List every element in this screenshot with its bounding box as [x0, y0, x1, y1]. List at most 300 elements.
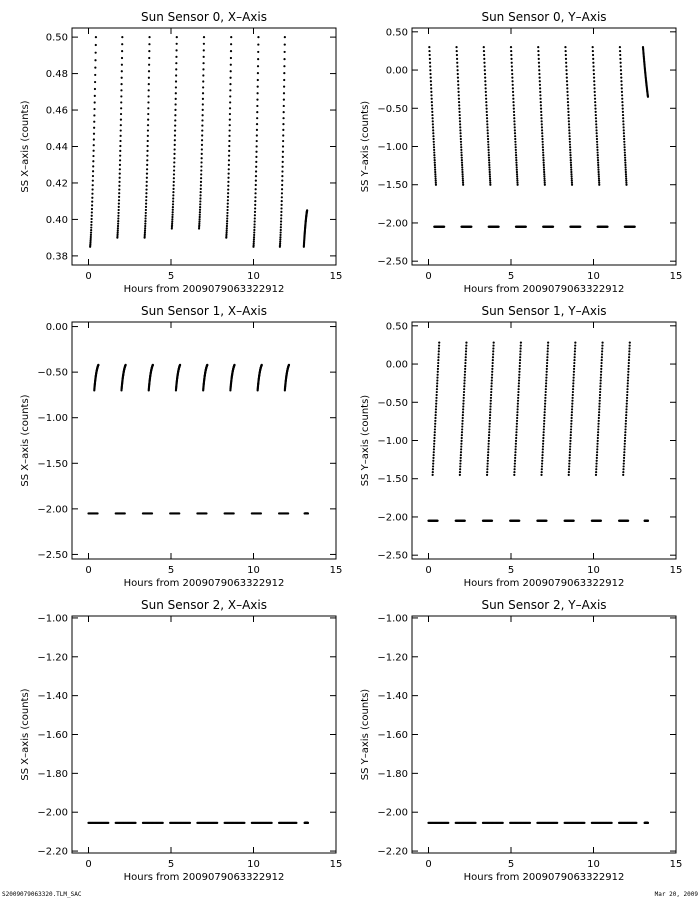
data-point-spike	[90, 236, 92, 238]
data-point-rise	[520, 344, 522, 346]
data-point-spike	[257, 36, 259, 38]
data-point-rise	[514, 462, 516, 464]
data-point-drop	[568, 120, 570, 122]
data-point-rise	[600, 365, 602, 367]
data-point-rise	[599, 391, 601, 393]
data-point-rise	[490, 400, 492, 402]
data-point-drop	[512, 94, 514, 96]
data-point-drop	[511, 80, 513, 82]
data-point-rise	[624, 431, 626, 433]
data-point-spike	[119, 155, 121, 157]
data-point-drop	[593, 80, 595, 82]
data-point-spike	[255, 175, 257, 177]
data-point-rise	[626, 405, 628, 407]
data-point-spike	[282, 161, 284, 163]
data-point-spike	[284, 43, 286, 45]
data-point-drop	[538, 73, 540, 75]
data-point-rise	[568, 471, 570, 473]
data-point-rise	[600, 376, 602, 378]
data-point-drop	[460, 149, 462, 151]
data-point-spike	[145, 188, 147, 190]
data-point-drop	[567, 101, 569, 103]
data-point-drop	[513, 123, 515, 125]
data-point-spike	[281, 184, 283, 186]
data-point-spike	[254, 211, 256, 213]
data-point-rise	[459, 460, 461, 462]
data-point-drop	[567, 98, 569, 100]
data-point-rise	[492, 347, 494, 349]
data-point-spike	[175, 92, 177, 94]
data-point-spike	[257, 72, 259, 74]
data-point-spike	[117, 212, 119, 214]
data-point-drop	[620, 69, 622, 71]
data-point-drop	[592, 62, 594, 64]
data-point-spike	[226, 215, 228, 217]
data-point-rise	[623, 457, 625, 459]
data-point-spike	[226, 223, 228, 225]
data-point-rise	[519, 356, 521, 358]
data-point-rise	[437, 365, 439, 367]
data-point-spike	[257, 65, 259, 67]
data-point-flat	[189, 822, 191, 824]
y-tick-label: 0.46	[45, 105, 68, 117]
data-point-drop	[597, 164, 599, 166]
data-point-spike	[230, 57, 232, 59]
data-point-rise	[573, 376, 575, 378]
data-point-rise	[491, 379, 493, 381]
data-point-drop	[597, 162, 599, 164]
data-point-rise	[436, 379, 438, 381]
data-point-spike	[256, 123, 258, 125]
data-point-drop	[565, 58, 567, 60]
data-point-spike	[280, 207, 282, 209]
data-point-spike	[201, 144, 203, 146]
data-point-spike	[279, 236, 281, 238]
data-point-spike	[200, 184, 202, 186]
data-point-drop	[596, 143, 598, 145]
data-point-spike	[200, 173, 202, 175]
data-point-spike	[172, 203, 174, 205]
data-point-drop	[432, 120, 434, 122]
data-point-flat	[600, 520, 602, 522]
data-point-drop	[622, 114, 624, 116]
data-point-drop	[485, 104, 487, 106]
data-point-rise	[569, 440, 571, 442]
data-point-rise	[542, 434, 544, 436]
data-point-spike	[256, 92, 258, 94]
data-point-spike	[201, 153, 203, 155]
data-point-drop	[489, 175, 491, 177]
data-point-spike	[174, 139, 176, 141]
data-point-spike	[144, 220, 146, 222]
y-axis-label: SS X–axis (counts)	[20, 688, 31, 781]
data-point-rise	[543, 417, 545, 419]
x-tick-label: 10	[247, 859, 260, 870]
data-point-spike	[145, 203, 147, 205]
data-point-drop	[461, 166, 463, 168]
data-point-rise	[629, 342, 631, 344]
data-point-spike	[282, 134, 284, 136]
data-point-rise	[436, 382, 438, 384]
data-point-drop	[486, 123, 488, 125]
data-point-rise	[516, 417, 518, 419]
y-tick-label: −1.60	[377, 730, 408, 741]
data-point-drop	[459, 132, 461, 134]
data-point-rise	[544, 394, 546, 396]
data-point-rise	[597, 434, 599, 436]
data-point-spike	[254, 192, 256, 194]
data-point-spike	[203, 36, 205, 38]
data-point-flat	[307, 512, 309, 514]
data-point-drop	[568, 129, 570, 131]
data-point-spike	[148, 64, 150, 66]
data-point-rise	[462, 411, 464, 413]
data-point-rise	[515, 437, 517, 439]
data-point-drop	[567, 114, 569, 116]
data-point-spike	[200, 177, 202, 179]
data-point-spike	[227, 196, 229, 198]
data-point-spike	[175, 74, 177, 76]
data-point-rise	[491, 376, 493, 378]
data-point-rise	[436, 391, 438, 393]
data-point-rise	[437, 362, 439, 364]
data-point-rise	[571, 414, 573, 416]
data-point-rise	[600, 374, 602, 376]
data-point-drop	[623, 138, 625, 140]
data-point-drop	[460, 143, 462, 145]
data-point-rise	[491, 365, 493, 367]
data-point-spike	[202, 92, 204, 94]
data-point-drop	[455, 46, 457, 48]
data-point-spike	[227, 177, 229, 179]
data-point-rise	[568, 465, 570, 467]
data-point-spike	[199, 197, 201, 199]
data-point-rise	[459, 474, 461, 476]
data-point-spike	[202, 98, 204, 100]
data-point-drop	[514, 141, 516, 143]
data-point-spike	[118, 199, 120, 201]
data-point-flat	[443, 226, 445, 228]
data-point-spike	[253, 236, 255, 238]
data-point-spike	[118, 181, 120, 183]
data-point-rise	[517, 408, 519, 410]
data-point-rise	[487, 457, 489, 459]
data-point-drop	[462, 177, 464, 179]
data-point-rise	[462, 405, 464, 407]
data-point-drop	[430, 84, 432, 86]
data-point-rise	[464, 371, 466, 373]
data-point-drop	[570, 169, 572, 171]
data-point-spike	[174, 129, 176, 131]
data-point-spike	[93, 138, 95, 140]
data-point-rise	[514, 457, 516, 459]
data-point-drop	[624, 164, 626, 166]
data-point-spike	[173, 184, 175, 186]
data-point-flat	[529, 822, 531, 824]
data-point-drop	[622, 108, 624, 110]
data-point-flat	[635, 822, 637, 824]
data-point-spike	[226, 227, 228, 229]
data-point-drop	[515, 159, 517, 161]
data-point-spike	[256, 105, 258, 107]
data-point-drop	[483, 50, 485, 52]
data-point-rise	[573, 371, 575, 373]
y-tick-label: −0.50	[377, 103, 408, 115]
data-point-drop	[621, 104, 623, 106]
y-tick-label: −1.80	[37, 768, 68, 780]
data-point-drop	[621, 94, 623, 96]
data-point-flat	[124, 512, 126, 514]
data-point-drop	[488, 159, 490, 161]
data-point-drop	[540, 104, 542, 106]
data-points	[427, 822, 649, 824]
data-point-rise	[461, 425, 463, 427]
data-point-drop	[487, 135, 489, 137]
data-point-rise	[460, 448, 462, 450]
data-point-spike	[121, 50, 123, 52]
data-point-spike	[226, 225, 228, 227]
data-point-rise	[465, 356, 467, 358]
data-point-spike	[146, 181, 148, 183]
data-point-rise	[568, 474, 570, 476]
data-point-rise	[432, 460, 434, 462]
data-point-drop	[487, 146, 489, 148]
data-point-drop	[461, 173, 463, 175]
data-point-rise	[572, 382, 574, 384]
data-point-drop	[458, 108, 460, 110]
data-point-spike	[92, 155, 94, 157]
data-point-spike	[174, 109, 176, 111]
data-point-spike	[255, 151, 257, 153]
data-point-spike	[257, 58, 259, 60]
data-point-spike	[94, 95, 96, 97]
data-point-rise	[518, 388, 520, 390]
data-point-drop	[434, 175, 436, 177]
data-point-drop	[484, 77, 486, 79]
data-point-spike	[283, 99, 285, 101]
plot-frame	[72, 322, 336, 559]
data-point-arc	[233, 364, 235, 366]
data-point-spike	[174, 114, 176, 116]
y-tick-label: −2.00	[37, 504, 68, 516]
data-point-drop	[434, 173, 436, 175]
data-point-drop	[593, 77, 595, 79]
data-point-drop	[459, 126, 461, 128]
data-point-spike	[148, 50, 150, 52]
data-point-rise	[597, 437, 599, 439]
data-point-rise	[623, 448, 625, 450]
data-points	[87, 364, 309, 515]
data-point-drop	[512, 98, 514, 100]
data-point-drop	[567, 111, 569, 113]
data-point-flat	[579, 226, 581, 228]
data-point-spike	[171, 218, 173, 220]
footer-filename: S2009079063320.TLM_SAC	[2, 891, 82, 898]
data-point-drop	[595, 117, 597, 119]
data-point-rise	[623, 465, 625, 467]
data-point-spike	[174, 148, 176, 150]
data-point-drop	[625, 180, 627, 182]
data-point-drop	[484, 73, 486, 75]
data-point-drop	[596, 135, 598, 137]
data-point-spike	[120, 89, 122, 91]
data-point-spike	[171, 216, 173, 218]
data-point-spike	[121, 70, 123, 72]
data-point-drop	[592, 54, 594, 56]
data-point-drop	[460, 146, 462, 148]
data-point-drop	[594, 94, 596, 96]
data-point-spike	[256, 145, 258, 147]
data-point-spike	[90, 231, 92, 233]
chart-panel-3	[360, 304, 682, 589]
data-point-rise	[463, 385, 465, 387]
data-point-spike	[92, 180, 94, 182]
data-point-rise	[490, 388, 492, 390]
data-point-rise	[623, 460, 625, 462]
data-point-spike	[121, 43, 123, 45]
y-tick-label: 0.48	[45, 69, 68, 81]
data-point-spike	[173, 157, 175, 159]
data-point-rise	[487, 460, 489, 462]
data-point-spike	[92, 160, 94, 162]
chart-title: Sun Sensor 0, X–Axis	[141, 10, 267, 24]
data-point-rise	[623, 462, 625, 464]
data-point-rise	[570, 428, 572, 430]
data-point-rise	[626, 402, 628, 404]
data-point-spike	[229, 129, 231, 131]
data-point-spike	[146, 155, 148, 157]
data-point-spike	[90, 234, 92, 236]
chart-panel-5	[360, 598, 682, 883]
data-point-drop	[625, 182, 627, 184]
data-point-spike	[95, 36, 97, 38]
data-point-drop	[462, 184, 464, 186]
data-point-rise	[438, 353, 440, 355]
data-point-drop	[537, 54, 539, 56]
data-point-spike	[227, 188, 229, 190]
data-point-rise	[544, 400, 546, 402]
data-point-rise	[435, 408, 437, 410]
y-tick-label: 0.40	[45, 214, 68, 226]
data-point-drop	[510, 50, 512, 52]
data-point-drop	[457, 91, 459, 93]
data-point-drop	[622, 123, 624, 125]
data-point-spike	[94, 67, 96, 69]
data-point-arc	[288, 364, 290, 366]
data-point-drop	[487, 129, 489, 131]
data-point-rise	[541, 468, 543, 470]
data-point-rise	[518, 374, 520, 376]
data-point-flat	[271, 822, 273, 824]
data-point-spike	[91, 218, 93, 220]
data-point-rise	[516, 414, 518, 416]
data-point-rise	[438, 347, 440, 349]
data-point-rise	[465, 353, 467, 355]
data-point-rise	[464, 376, 466, 378]
data-point-drop	[457, 69, 459, 71]
data-point-rise	[624, 443, 626, 445]
data-point-spike	[93, 150, 95, 152]
data-point-rise	[598, 405, 600, 407]
data-point-drop	[621, 101, 623, 103]
data-point-rise	[432, 465, 434, 467]
data-point-spike	[279, 240, 281, 242]
data-point-drop	[432, 123, 434, 125]
data-point-drop	[460, 151, 462, 153]
y-axis-label: SS Y–axis (counts)	[360, 394, 371, 487]
data-point-rise	[459, 468, 461, 470]
data-point-spike	[175, 68, 177, 70]
data-point-rise	[459, 465, 461, 467]
data-point-rise	[488, 434, 490, 436]
chart-title: Sun Sensor 0, Y–Axis	[481, 10, 607, 24]
y-tick-label: −1.50	[37, 458, 68, 470]
data-point-spike	[256, 134, 258, 136]
data-point-rise	[545, 385, 547, 387]
data-point-drop	[566, 84, 568, 86]
data-point-spike	[201, 124, 203, 126]
data-point-spike	[280, 226, 282, 228]
data-point-spike	[92, 170, 94, 172]
data-point-rise	[486, 471, 488, 473]
data-point-rise	[486, 465, 488, 467]
data-point-drop	[433, 146, 435, 148]
data-point-drop	[542, 149, 544, 151]
data-point-drop	[592, 65, 594, 67]
data-point-spike	[201, 129, 203, 131]
data-point-spike	[253, 223, 255, 225]
data-point-drop	[566, 87, 568, 89]
data-point-rise	[461, 437, 463, 439]
data-point-drop	[460, 138, 462, 140]
data-point-drop	[623, 141, 625, 143]
data-point-rise	[463, 397, 465, 399]
data-point-drop	[510, 54, 512, 56]
data-point-spike	[117, 217, 119, 219]
x-tick-label: 0	[85, 271, 92, 282]
data-point-drop	[457, 73, 459, 75]
data-point-rise	[515, 434, 517, 436]
data-point-rise	[628, 359, 630, 361]
data-point-spike	[227, 181, 229, 183]
data-point-rise	[492, 350, 494, 352]
data-point-rise	[487, 462, 489, 464]
x-tick-label: 15	[669, 565, 683, 576]
data-point-flat	[470, 226, 472, 228]
data-point-spike	[147, 140, 149, 142]
data-point-rise	[517, 391, 519, 393]
data-point-spike	[95, 52, 97, 54]
data-point-flat	[611, 822, 613, 824]
data-point-spike	[144, 225, 146, 227]
data-point-spike	[172, 188, 174, 190]
data-point-drop	[622, 111, 624, 113]
data-point-rise	[598, 414, 600, 416]
data-point-spike	[148, 83, 150, 85]
data-point-rise	[516, 423, 518, 425]
data-point-spike	[174, 103, 176, 105]
y-tick-label: −2.20	[37, 846, 68, 858]
data-point-rise	[488, 437, 490, 439]
data-point-drop	[428, 46, 430, 48]
data-point-spike	[94, 59, 96, 61]
data-point-spike	[281, 166, 283, 168]
data-point-spike	[145, 215, 147, 217]
data-point-drop	[513, 104, 515, 106]
data-point-spike	[254, 214, 256, 216]
data-point-rise	[492, 353, 494, 355]
data-point-drop	[570, 162, 572, 164]
